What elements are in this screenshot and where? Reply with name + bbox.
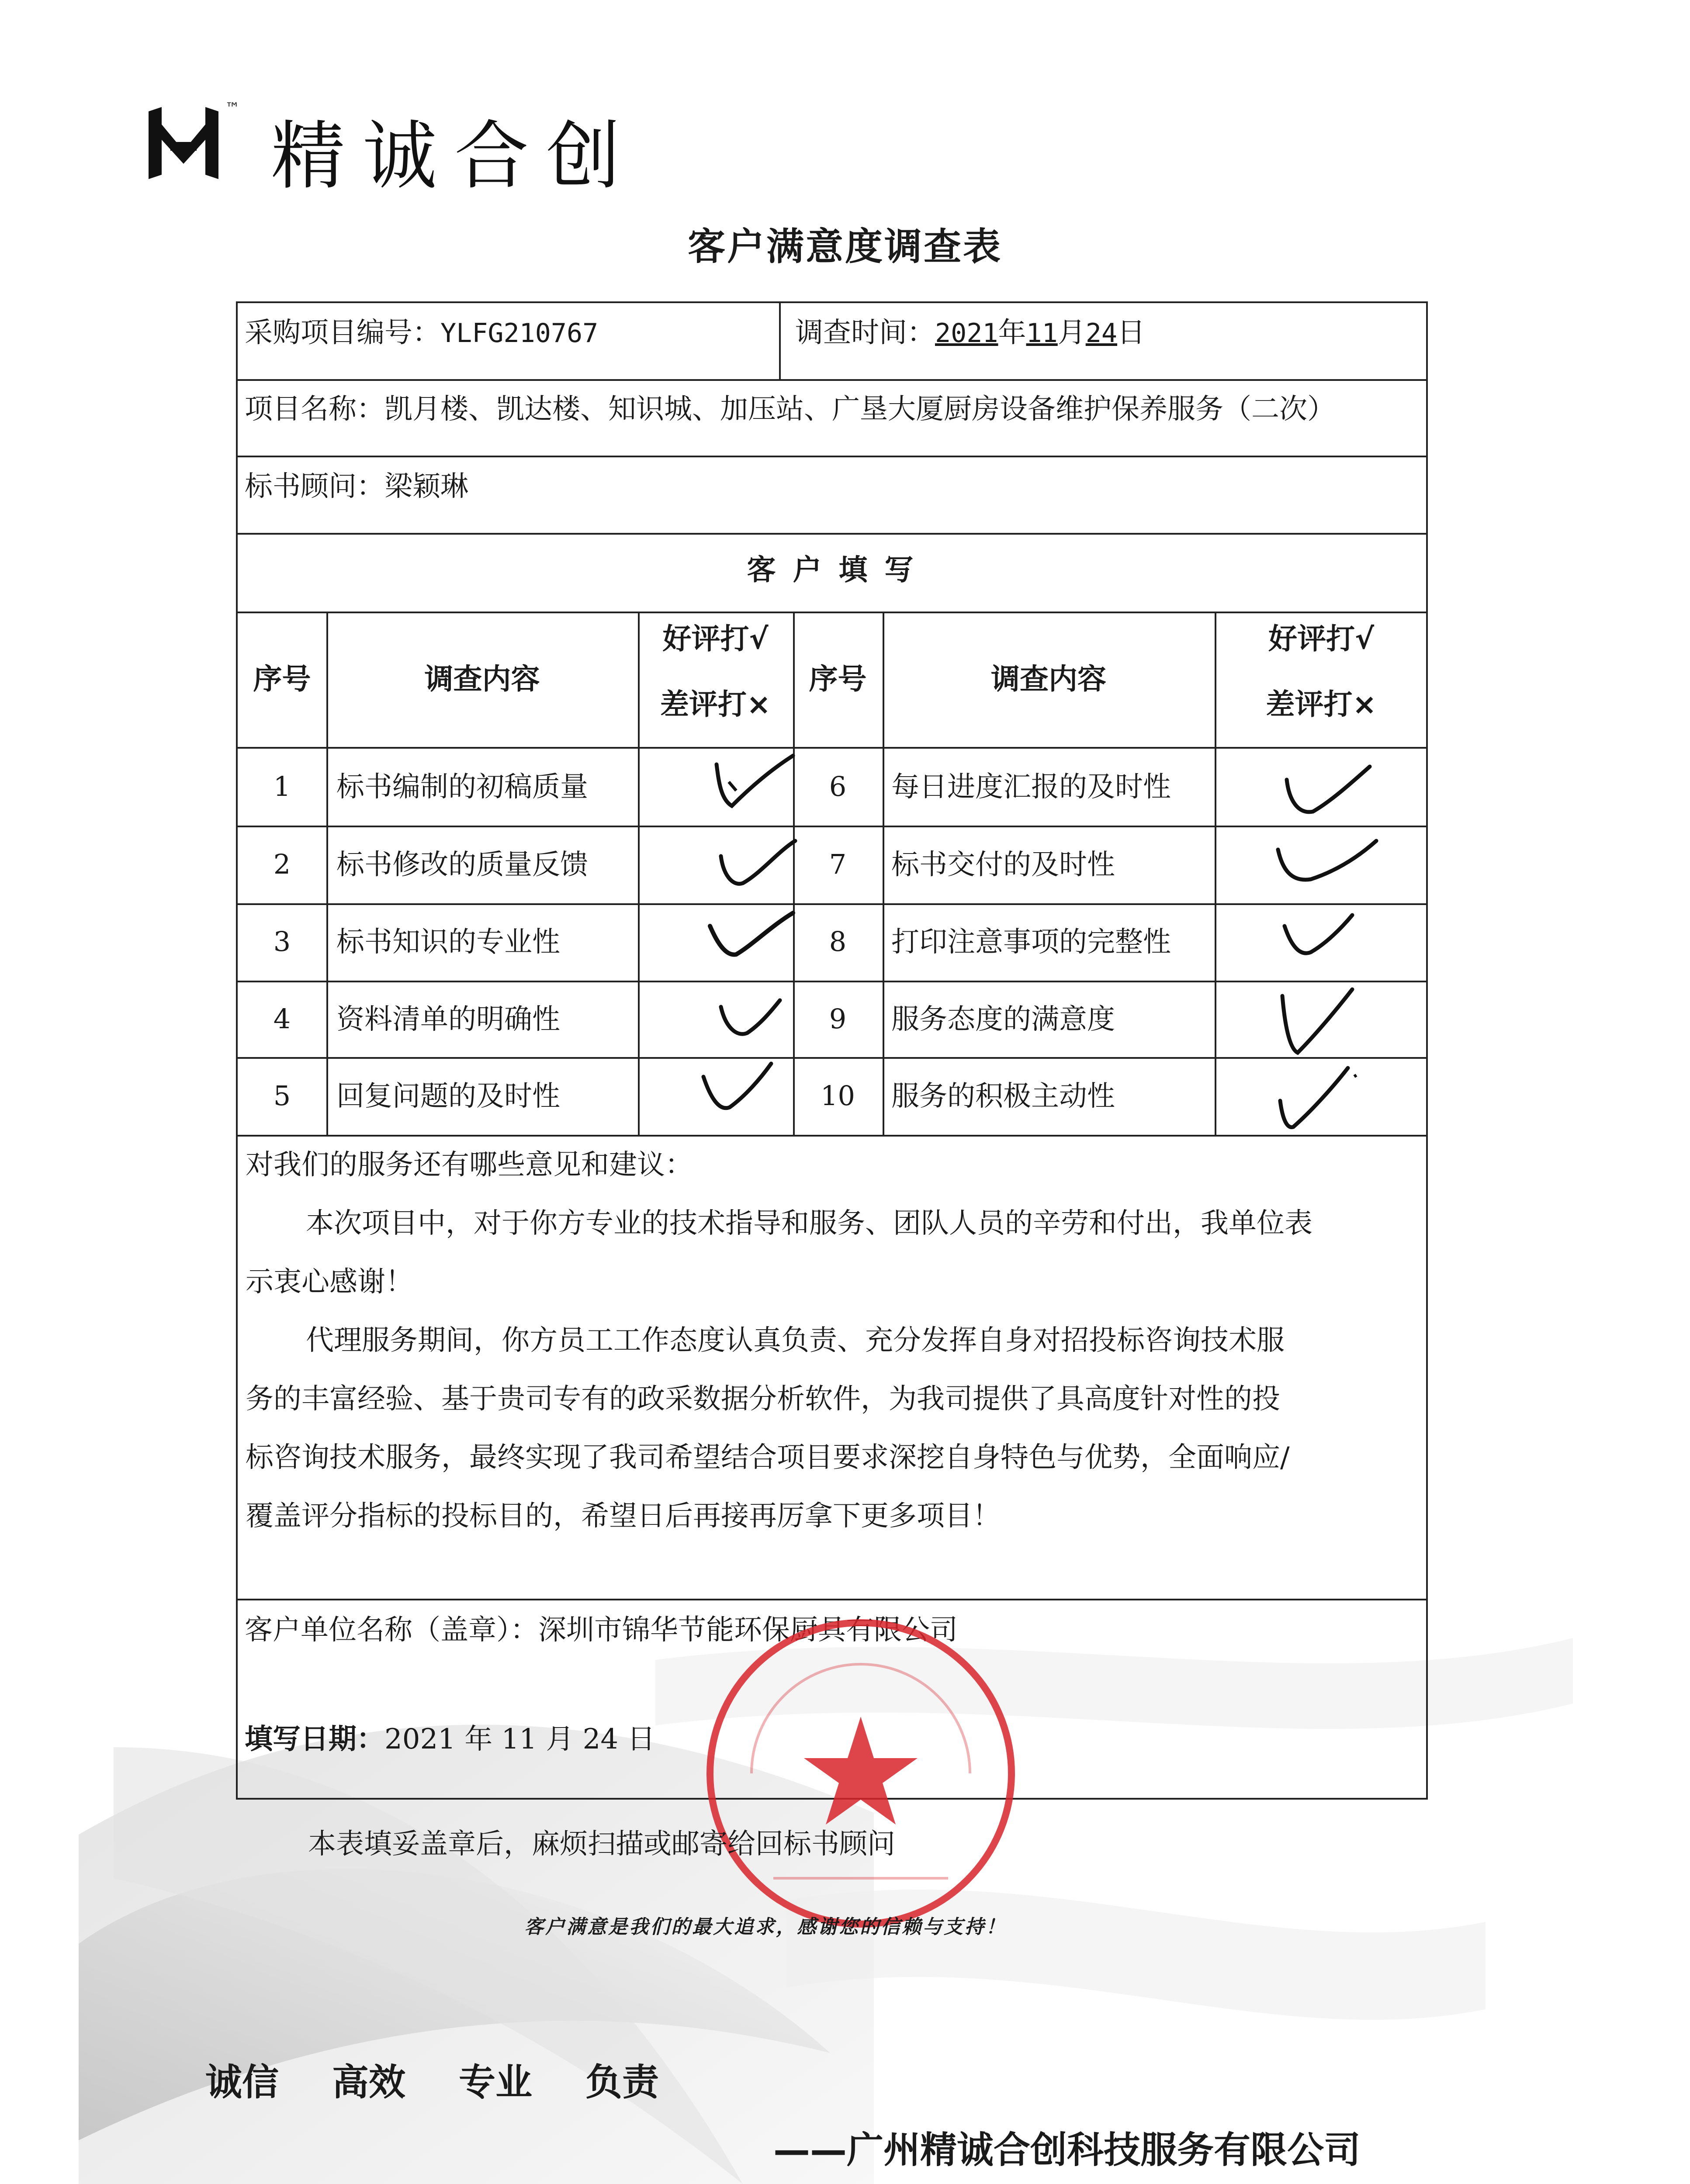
page-title: 客户满意度调查表 <box>688 225 1002 269</box>
fill-date-label: 填写日期： <box>245 1723 384 1755</box>
survey-table <box>236 301 1428 1800</box>
table-rule <box>236 1057 1428 1059</box>
item-no: 3 <box>273 926 291 957</box>
item-text: 回复问题的及时性 <box>336 1080 560 1113</box>
table-rule <box>236 379 1428 381</box>
project-number-field <box>245 319 598 347</box>
item-text: 标书编制的初稿质量 <box>336 771 588 803</box>
client-name-value: 深圳市锦华节能环保厨具有限公司 <box>538 1614 958 1646</box>
item-text: 每日进度汇报的及时性 <box>891 771 1171 803</box>
table-rule <box>236 903 1428 905</box>
project-number-label: 采购项目编号： <box>245 317 440 349</box>
table-rule <box>236 1599 1428 1600</box>
item-text: 标书修改的质量反馈 <box>336 849 588 881</box>
fill-date-value: 2021 年 11 月 24 日 <box>384 1723 655 1755</box>
item-no: 8 <box>829 926 847 957</box>
header-rating-good-right: 好评打√ <box>1268 622 1375 656</box>
checkmark-icon <box>699 909 800 970</box>
day-unit: 日 <box>1117 317 1145 349</box>
item-no: 7 <box>829 848 847 880</box>
company-logo-text: 精诚合创 <box>271 113 638 200</box>
survey-day: 24 <box>1085 318 1117 349</box>
company-signature: ——广州精诚合创科技服务有限公司 <box>773 2129 1361 2171</box>
table-rule <box>236 826 1428 827</box>
checkmark-icon <box>1271 983 1359 1061</box>
item-no: 9 <box>829 1003 847 1035</box>
item-no: 5 <box>273 1080 291 1112</box>
consultant-field <box>245 470 468 503</box>
item-no: 1 <box>273 771 291 802</box>
item-text: 资料清单的明确性 <box>336 1003 560 1036</box>
survey-time-field <box>795 319 1145 347</box>
value-integrity: 诚信 <box>205 2061 279 2104</box>
project-name-field <box>245 395 1335 423</box>
feedback-line: 务的丰富经验、基于贵司专有的政采数据分析软件，为我司提供了具高度针对性的投 <box>246 1383 1280 1415</box>
survey-month: 11 <box>1026 318 1058 349</box>
item-text: 服务态度的满意度 <box>891 1003 1115 1036</box>
item-no: 4 <box>273 1003 291 1035</box>
logo-icon <box>144 98 223 186</box>
table-rule <box>236 456 1428 457</box>
client-name-label: 客户单位名称（盖章）： <box>245 1614 538 1646</box>
project-name-value: 凯月楼、凯达楼、知识城、加压站、广垦大厦厨房设备维护保养服务（二次） <box>384 393 1335 425</box>
year-unit: 年 <box>998 317 1026 349</box>
company-seal-stamp <box>695 1607 1027 1939</box>
header-rating-bad-left: 差评打× <box>660 688 771 721</box>
checkmark-icon <box>1276 760 1376 826</box>
table-rule <box>236 747 1428 749</box>
item-no: 10 <box>821 1080 855 1112</box>
header-content-left: 调查内容 <box>424 662 540 696</box>
value-responsible: 负责 <box>585 2061 659 2104</box>
checkmark-icon <box>712 992 786 1048</box>
table-rule <box>236 533 1428 535</box>
survey-time-label: 调查时间： <box>795 317 935 349</box>
project-name-label: 项目名称： <box>245 393 384 425</box>
value-professional: 专业 <box>459 2061 533 2104</box>
feedback-question: 对我们的服务还有哪些意见和建议： <box>246 1149 693 1181</box>
motto-text: 客户满意是我们的最大追求，感谢您的信赖与支持！ <box>524 1916 1007 1938</box>
trademark-mark: ™ <box>225 100 240 117</box>
consultant-value: 梁颖琳 <box>384 470 468 503</box>
value-efficiency: 高效 <box>332 2061 406 2104</box>
item-text: 服务的积极主动性 <box>891 1080 1115 1113</box>
item-no: 6 <box>829 771 847 802</box>
checkmark-icon <box>1276 909 1359 970</box>
header-seq-right: 序号 <box>809 662 867 696</box>
feedback-line: 标咨询技术服务，最终实现了我司希望结合项目要求深挖自身特色与优势，全面响应/ <box>246 1441 1290 1474</box>
instruction-text: 本表填妥盖章后，麻烦扫描或邮寄给回标书顾问 <box>308 1828 895 1860</box>
feedback-line: 本次项目中，对于你方专业的技术指导和服务、团队人员的辛劳和付出，我单位表 <box>306 1207 1313 1240</box>
fill-date-field <box>245 1725 655 1753</box>
item-text: 标书知识的专业性 <box>336 926 560 958</box>
checkmark-icon <box>695 1057 778 1123</box>
item-text: 打印注意事项的完整性 <box>891 926 1171 958</box>
checkmark-icon <box>1269 832 1383 893</box>
feedback-line: 覆盖评分指标的投标目的，希望日后再接再厉拿下更多项目！ <box>246 1500 1001 1532</box>
item-no: 2 <box>273 848 291 880</box>
table-rule <box>236 981 1428 982</box>
month-unit: 月 <box>1057 317 1086 349</box>
consultant-label: 标书顾问： <box>245 470 384 503</box>
header-seq-left: 序号 <box>253 662 311 696</box>
section-title: 客 户 填 写 <box>747 553 917 587</box>
feedback-line: 代理服务期间，你方员工工作态度认真负责、充分发挥自身对招投标咨询技术服 <box>306 1324 1285 1357</box>
checkmark-icon <box>708 834 804 895</box>
project-number-value: YLFG210767 <box>440 318 599 349</box>
checkmark-icon <box>695 751 800 821</box>
checkmark-icon <box>1267 1057 1363 1136</box>
table-rule <box>236 612 1428 613</box>
table-rule <box>779 301 781 379</box>
survey-year: 2021 <box>935 318 998 349</box>
header-rating-good-left: 好评打√ <box>662 622 769 656</box>
feedback-line: 示衷心感谢！ <box>246 1266 413 1298</box>
item-text: 标书交付的及时性 <box>891 849 1115 881</box>
header-content-right: 调查内容 <box>991 662 1106 696</box>
header-rating-bad-right: 差评打× <box>1266 688 1377 721</box>
